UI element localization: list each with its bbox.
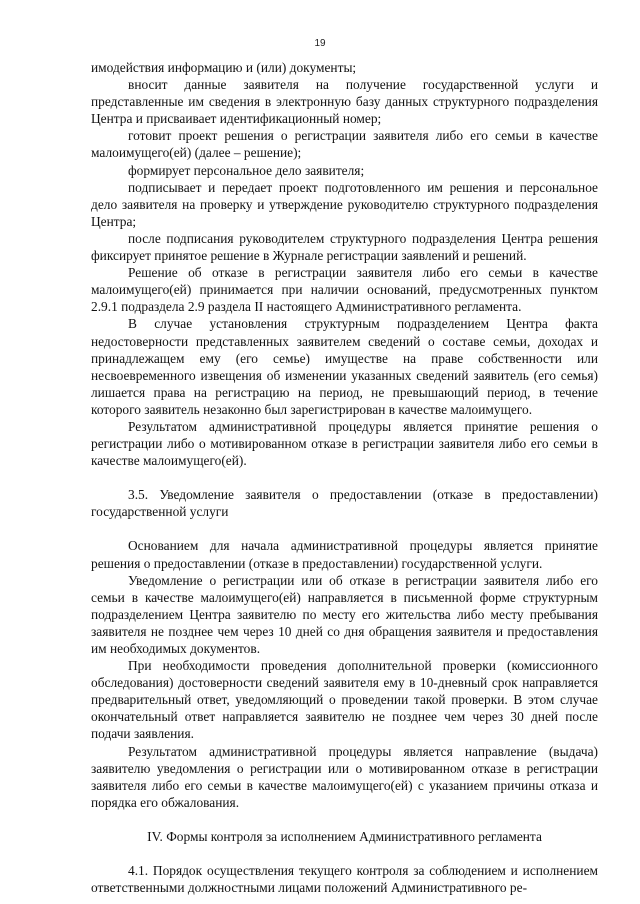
paragraph-continuation: имодействия информацию и (или) документы;: [91, 60, 357, 75]
paragraph: При необходимости проведения дополнительной проверки (комиссионного обследования) достоверности сведений заявителя ему в 10-дневный срок направляется предварительный ответ, уведомляющий о проведении такой проверки. В этом случае окончательный ответ направляется заявителю не позднее чем через 30 дней после подачи заявления.: [91, 658, 598, 742]
chapter-heading-iv: IV. Формы контроля за исполнением Административного регламента: [147, 828, 542, 844]
paragraph: формирует персональное дело заявителя;: [128, 162, 365, 178]
paragraph: Результатом административной процедуры является направление (выдача) заявителю уведомления о регистрации или о мотивированном отказе в регистрации заявителя либо его семьи в качестве малоимущего(ей) с указанием причины отказа и порядка его обжалования.: [91, 743, 598, 810]
section-heading-3-5: 3.5. Уведомление заявителя о предоставлении (отказе в предоставлении) государственной услуги: [91, 487, 598, 520]
document-body: [91, 59, 598, 896]
paragraph: Уведомление о регистрации или об отказе в регистрации заявителя либо его семьи в качестве малоимущего(ей) направляется в письменной форме структурным подразделением Центра заявителю по месту его жительства либо месту пребывания заявителя не позднее чем через 10 дней со дня обращения заявителя и предоставления им необходимых документов.: [91, 572, 598, 656]
paragraph: 4.1. Порядок осуществления текущего контроля за соблюдением и исполнением ответственными должностными лицами положений Административного ре-: [91, 863, 598, 896]
paragraph: В случае установления структурным подразделением Центра факта недостоверности представленных заявителем сведений о составе семьи, доходах и принадлежащем ему (его семье) имуществе на праве собственности или несвоевременного извещения об изменении указанных сведений заявитель (его семья) лишается права на регистрацию на период, не превышающий период, в течение которого заявитель незаконно был зарегистрирован в качестве малоимущего.: [91, 316, 598, 417]
paragraph: Результатом административной процедуры является принятие решения о регистрации либо о мотивированном отказе в регистрации заявителя либо его семьи в качестве малоимущего(ей).: [91, 418, 598, 469]
paragraph: Решение об отказе в регистрации заявителя либо его семьи в качестве малоимущего(ей) принимается при наличии оснований, предусмотренных пунктом 2.9.1 подраздела 2.9 раздела II настоящего Административного регламента.: [91, 265, 598, 315]
page-number: 19: [314, 38, 326, 49]
paragraph: после подписания руководителем структурного подразделения Центра решения фиксирует принятое решение в Журнале регистрации заявлений и решений.: [91, 230, 598, 264]
paragraph: подписывает и передает проект подготовленного им решения и персональное дело заявителя на проверку и утверждение руководителю структурного подразделения Центра;: [91, 179, 598, 229]
paragraph: готовит проект решения о регистрации заявителя либо его семьи в качестве малоимущего(ей) (далее – решение);: [91, 128, 598, 161]
paragraph: вносит данные заявителя на получение государственной услуги и представленные им сведения в электронную базу данных структурного подразделения Центра и присваивает идентификационный номер;: [91, 77, 598, 127]
paragraph: Основанием для начала административной процедуры является принятие решения о предоставлении (отказе в предоставлении) государственной услуги.: [91, 538, 598, 571]
